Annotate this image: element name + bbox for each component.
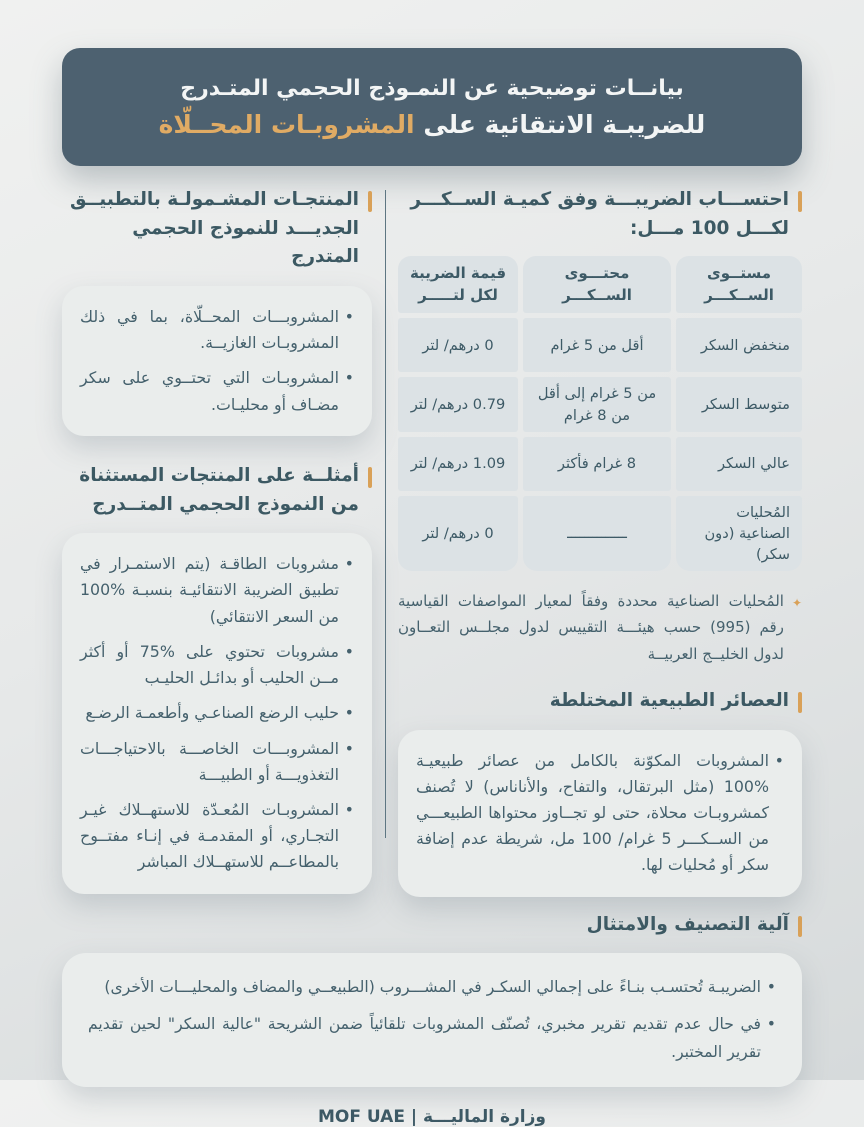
tax-calculation-section xyxy=(398,186,802,897)
table-row-high-level: عالي السكر xyxy=(676,437,802,491)
compliance-heading xyxy=(62,911,802,940)
gold-bar-icon xyxy=(798,692,802,713)
header-title-line2 xyxy=(62,110,802,139)
tax-calculation-title xyxy=(410,186,789,243)
table-header-tax-value: قيمة الضريبة لكل لتـــــر xyxy=(398,256,518,313)
table-row-medium-value: 0.79 درهم/ لتر xyxy=(398,377,518,431)
footer xyxy=(62,1107,802,1127)
compliance-section xyxy=(62,911,802,1087)
included-products-title: المنتجـات المشـمولـة بالتطبيــق الجديـــد للنموذج الحجمي المتدرج xyxy=(69,189,359,268)
compliance-bullet: • في حال عدم تقديم تقرير مخبري، تُصنّف المشروبات تلقائياً ضمن الشريحة "عالية السكر" لحين تقديم تقرير المختبر. xyxy=(88,1010,776,1066)
excluded-products-title: أمثلــة على المنتجات المستثناة من النموذج الحجمي المتــدرج xyxy=(79,464,359,515)
mixed-juices-title: العصائر الطبيعية المختلطة xyxy=(549,689,789,711)
sweeteners-footnote-text: المُحليات الصناعية محددة وفقاً لمعيار المواصفات القياسية رقم (995) حسب هيئـــة التقييس لدول مجلــس التعــاون لدول الخليــج العربيــة xyxy=(398,592,784,663)
header-title-line2-prefix: للضريبـة الانتقائية على xyxy=(414,109,706,139)
table-row-high-value: 1.09 درهم/ لتر xyxy=(398,437,518,491)
table-row-low-level: منخفض السكر xyxy=(676,318,802,372)
table-header-sugar-level: مستــوى الســكـــر xyxy=(676,256,802,313)
excluded-product-item: • المشروبـــات الخاصـــة بالاحتياجـــات التغذويـــة أو الطبيـــة xyxy=(80,736,354,788)
sweeteners-footnote xyxy=(398,588,802,667)
mixed-juices-heading xyxy=(398,687,802,716)
header-title-line1: بيانــات توضيحية عن النمـوذج الحجمي المتـدرج xyxy=(180,75,684,101)
footer-brand: وزارة الماليـــة | MOF UAE xyxy=(318,1106,546,1127)
table-row-low-content: أقل من 5 غرام xyxy=(523,318,671,372)
included-products-heading xyxy=(62,186,372,272)
header-title-highlight: المشروبـات المحــلّاة xyxy=(158,109,415,139)
table-row-high-content: 8 غرام فأكثر xyxy=(523,437,671,491)
sugar-tax-table xyxy=(398,256,802,571)
header-banner xyxy=(62,48,802,166)
table-header-sugar-content: محتـــوى الســكـــر xyxy=(523,256,671,313)
table-row-sweeteners-content: ــــــــــــــ xyxy=(523,496,671,571)
table-row-medium-content: من 5 غرام إلى أقل من 8 غرام xyxy=(523,377,671,431)
compliance-title: آلية التصنيف والامتثال xyxy=(586,913,789,935)
table-row-medium-level: متوسط السكر xyxy=(676,377,802,431)
gold-bar-icon xyxy=(798,191,802,212)
compliance-card xyxy=(62,953,802,1086)
mixed-juices-card xyxy=(398,730,802,897)
included-product-item: • المشروبـات التي تحتــوي على سكر مضـاف أو محليـات. xyxy=(80,365,354,417)
table-row-low-value: 0 درهم/ لتر xyxy=(398,318,518,372)
table-row-sweeteners-value: 0 درهم/ لتر xyxy=(398,496,518,571)
products-section xyxy=(62,186,372,897)
mixed-juices-bullet: • المشروبات المكوّنة بالكامل من عصائر طبيعيـة %100 (مثل البرتقال، والتفاح، والأناناس) لا تُصنف كمشروبـات محلاة، حتى لو تجــاوز محتواها الطبيعـــي من الســكـــر 5 غرام/ 100 مل، شريطة عدم إضافة سكر أو مُحليات لها. xyxy=(416,748,784,879)
gold-bar-icon xyxy=(368,467,372,488)
gold-bar-icon xyxy=(368,191,372,212)
diamond-icon: ✦ xyxy=(791,596,802,611)
excluded-product-item: • حليب الرضع الصناعـي وأطعمـة الرضـع xyxy=(80,700,354,726)
excluded-products-heading xyxy=(62,462,372,519)
tax-calculation-heading xyxy=(398,186,802,243)
included-product-item: • المشروبـــات المحــلّاة، بما في ذلك المشروبـات الغازيــة. xyxy=(80,304,354,356)
table-row-sweeteners-level: المُحليات الصناعية (دون سكر) xyxy=(676,496,802,571)
content-columns xyxy=(62,186,802,897)
tax-calculation-title-line2: لكـــل 100 مـــل: xyxy=(629,217,789,239)
excluded-product-item: • المشروبـات المُعـدّة للاستهــلاك غيـر التجـاري، أو المقدمـة في إنـاء مفتــوح بالمطاعــم للاستهــلاك المباشر xyxy=(80,797,354,876)
compliance-bullet: • الضريبـة تُحتسـب بنـاءً على إجمالي السكـر في المشـــروب (الطبيعــي والمضاف والمحليـــات الأخرى) xyxy=(88,973,776,1001)
column-divider xyxy=(385,190,387,838)
tax-calculation-title-line1: احتســـاب الضريبـــة وفق كميـة الســكـــر xyxy=(410,189,789,210)
excluded-product-item: • مشروبات تحتوي على %75 أو أكثر مــن الحليب أو بدائـل الحليـب xyxy=(80,639,354,691)
included-products-card xyxy=(62,286,372,436)
excluded-product-item: • مشروبات الطاقـة (يتم الاستمـرار في تطبيق الضريبة الانتقائيـة بنسبـة %100 من السعر الانتقائي) xyxy=(80,551,354,630)
excluded-products-card xyxy=(62,533,372,893)
gold-bar-icon xyxy=(798,916,802,937)
